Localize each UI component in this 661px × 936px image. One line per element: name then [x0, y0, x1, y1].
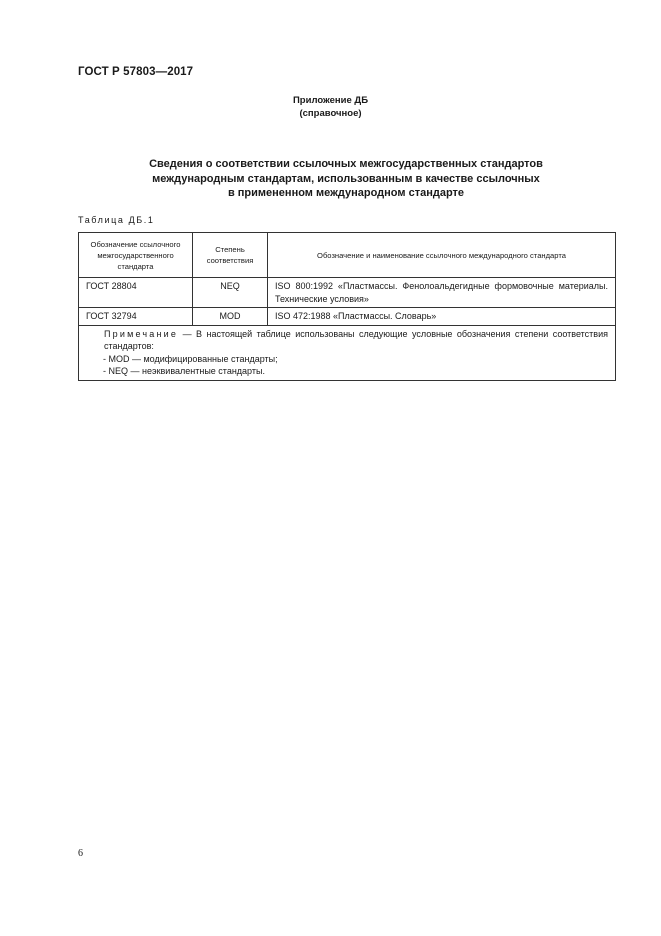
table-caption: Таблица ДБ.1	[78, 215, 155, 225]
standard-cell: ГОСТ 32794	[79, 308, 193, 326]
annex-title-line: международным стандартам, использованным в качестве ссылочных	[152, 172, 540, 185]
column-header-international: Обозначение и наименование ссылочного международного стандарта	[268, 233, 616, 278]
column-header-standard: Обозначение ссылочного межгосударственного стандарта	[79, 233, 193, 278]
annex-label: Приложение ДБ	[292, 95, 369, 106]
note-item: - MOD — модифицированные стандарты;	[103, 353, 278, 364]
document-id: ГОСТ Р 57803—2017	[78, 66, 194, 78]
note-text	[86, 328, 608, 353]
annex-type: (справочное)	[299, 108, 362, 119]
page-number: 6	[78, 848, 83, 859]
table-row	[79, 308, 616, 326]
annex-title-line: в примененном международном стандарте	[227, 187, 465, 199]
international-standard-cell: ISO 800:1992 «Пластмассы. Фенолоальдегидные формовочные материалы. Технические условия»	[268, 278, 616, 308]
annex-heading	[0, 94, 661, 120]
note-item: - NEQ — неэквивалентные стандарты.	[103, 366, 265, 376]
table-row	[79, 278, 616, 308]
note-label: Примечание	[104, 328, 179, 339]
table-header-row	[79, 233, 616, 278]
international-standard-cell: ISO 472:1988 «Пластмассы. Словарь»	[268, 308, 616, 326]
annex-title	[0, 157, 661, 201]
column-header-degree: Степень соответствия	[193, 233, 268, 278]
degree-cell: MOD	[193, 308, 268, 326]
table-note	[79, 325, 616, 380]
degree-cell: NEQ	[193, 278, 268, 308]
note-body: — В настоящей таблице использованы следующие условные обозначения степени соответствия стандартов:	[104, 328, 608, 351]
table-note-row	[79, 325, 616, 380]
correspondence-table	[78, 232, 616, 381]
standard-cell: ГОСТ 28804	[79, 278, 193, 308]
annex-title-line: Сведения о соответствии ссылочных межгосударственных стандартов	[149, 158, 543, 170]
